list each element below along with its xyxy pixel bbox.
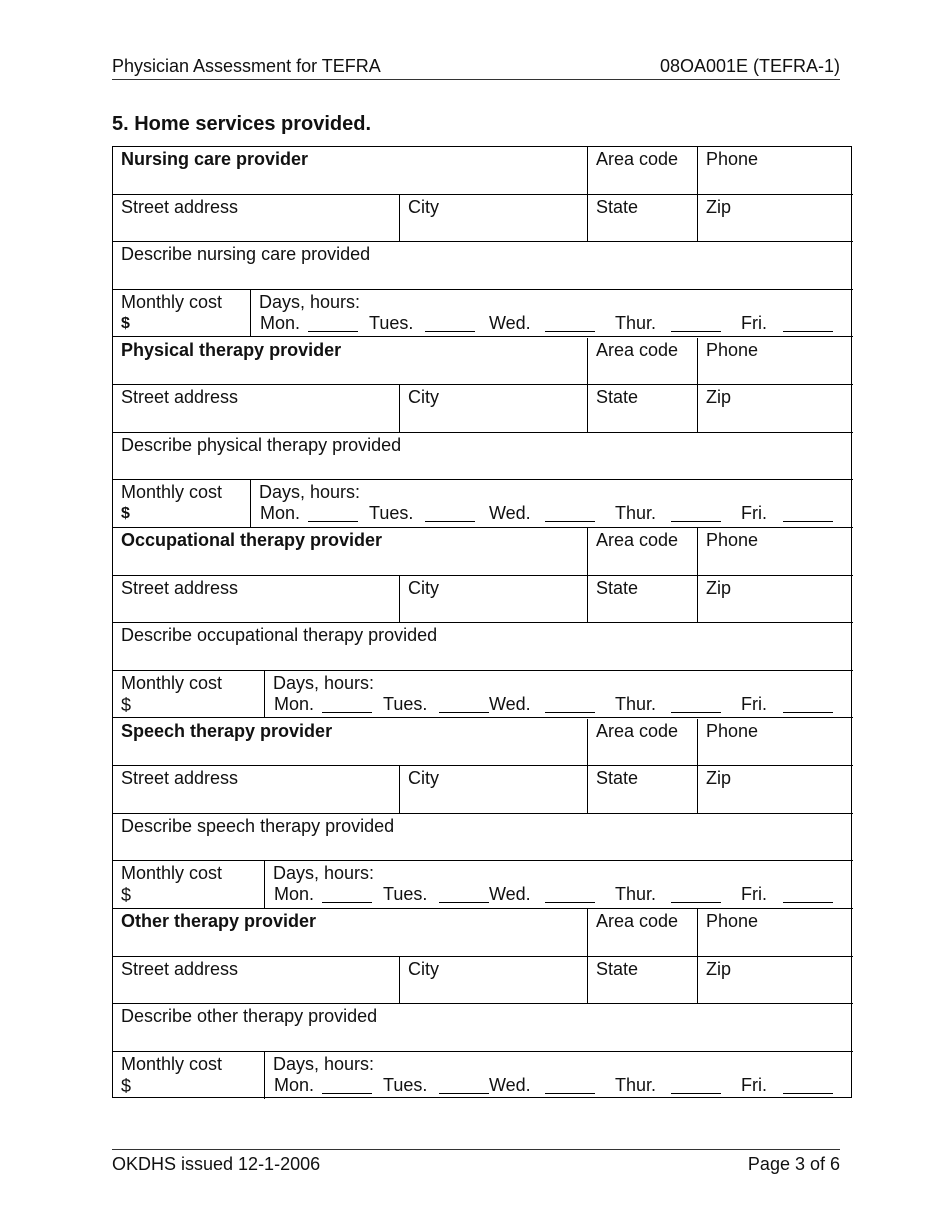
day-label-mon: Mon.: [274, 693, 315, 714]
day-hours-blank-tues[interactable]: [439, 698, 489, 713]
dollar-sign: $: [121, 1075, 132, 1096]
page-footer: [112, 1149, 840, 1176]
day-label-thur: Thur.: [615, 693, 657, 714]
state-field[interactable]: State: [588, 576, 698, 624]
area-code-field[interactable]: Area code: [588, 909, 698, 957]
street-address-field[interactable]: Street address: [113, 195, 400, 243]
monthly-cost-field[interactable]: [113, 1052, 265, 1100]
header-form-number: 08OA001E (TEFRA-1): [659, 56, 840, 76]
day-label-wed: Wed.: [489, 503, 531, 524]
provider-name-field[interactable]: Other therapy provider: [113, 909, 588, 957]
day-label-wed: Wed.: [489, 1074, 531, 1095]
phone-field[interactable]: Phone: [698, 528, 853, 576]
day-label-thur: Thur.: [615, 312, 657, 333]
day-hours-blank-wed[interactable]: [545, 888, 595, 903]
phone-field[interactable]: Phone: [698, 338, 853, 386]
provider-name-field[interactable]: Occupational therapy provider: [113, 528, 588, 576]
days-hours-label: Days, hours:: [273, 672, 375, 693]
day-label-fri: Fri.: [741, 312, 767, 333]
describe-field[interactable]: Describe speech therapy provided: [113, 814, 853, 862]
day-label-tues: Tues.: [383, 884, 428, 905]
days-hours-label: Days, hours:: [273, 863, 375, 884]
street-address-field[interactable]: Street address: [113, 766, 400, 814]
day-hours-blank-tues[interactable]: [425, 317, 475, 332]
city-field[interactable]: City: [400, 766, 588, 814]
day-hours-blank-wed[interactable]: [545, 1079, 595, 1094]
monthly-cost-label: Monthly cost: [121, 863, 223, 884]
day-label-tues: Tues.: [369, 503, 414, 524]
city-field[interactable]: City: [400, 576, 588, 624]
describe-field[interactable]: Describe physical therapy provided: [113, 433, 853, 481]
day-hours-blank-fri[interactable]: [783, 317, 833, 332]
day-label-fri: Fri.: [741, 693, 767, 714]
day-hours-blank-thur[interactable]: [671, 888, 721, 903]
day-label-thur: Thur.: [615, 1074, 657, 1095]
provider-name-field[interactable]: Physical therapy provider: [113, 338, 588, 386]
footer-page-number: Page 3 of 6: [747, 1154, 840, 1174]
day-label-tues: Tues.: [383, 1074, 428, 1095]
day-label-wed: Wed.: [489, 312, 531, 333]
monthly-cost-field[interactable]: [113, 290, 251, 338]
phone-field[interactable]: Phone: [698, 909, 853, 957]
day-hours-blank-mon[interactable]: [322, 888, 372, 903]
day-label-tues: Tues.: [383, 693, 428, 714]
day-label-fri: Fri.: [741, 503, 767, 524]
day-hours-blank-wed[interactable]: [545, 317, 595, 332]
day-hours-blank-thur[interactable]: [671, 1079, 721, 1094]
monthly-cost-field[interactable]: [113, 671, 265, 719]
days-hours-label: Days, hours:: [259, 291, 361, 312]
day-label-fri: Fri.: [741, 884, 767, 905]
day-hours-blank-thur[interactable]: [671, 507, 721, 522]
day-label-mon: Mon.: [260, 312, 301, 333]
area-code-field[interactable]: Area code: [588, 147, 698, 195]
day-label-tues: Tues.: [369, 312, 414, 333]
monthly-cost-label: Monthly cost: [121, 291, 223, 312]
area-code-field[interactable]: Area code: [588, 528, 698, 576]
day-hours-blank-mon[interactable]: [308, 317, 358, 332]
day-label-thur: Thur.: [615, 884, 657, 905]
state-field[interactable]: State: [588, 195, 698, 243]
state-field[interactable]: State: [588, 385, 698, 433]
monthly-cost-field[interactable]: [113, 480, 251, 528]
zip-field[interactable]: Zip: [698, 766, 853, 814]
day-hours-blank-thur[interactable]: [671, 317, 721, 332]
phone-field[interactable]: Phone: [698, 147, 853, 195]
day-label-wed: Wed.: [489, 693, 531, 714]
dollar-sign: $: [121, 314, 130, 332]
describe-field[interactable]: Describe nursing care provided: [113, 242, 853, 290]
area-code-field[interactable]: Area code: [588, 338, 698, 386]
day-label-mon: Mon.: [274, 1074, 315, 1095]
zip-field[interactable]: Zip: [698, 576, 853, 624]
area-code-field[interactable]: Area code: [588, 719, 698, 767]
phone-field[interactable]: Phone: [698, 719, 853, 767]
dollar-sign: $: [121, 885, 132, 906]
day-label-wed: Wed.: [489, 884, 531, 905]
monthly-cost-label: Monthly cost: [121, 482, 223, 503]
page-header: [112, 56, 840, 80]
day-hours-blank-fri[interactable]: [783, 1079, 833, 1094]
zip-field[interactable]: Zip: [698, 385, 853, 433]
day-label-mon: Mon.: [260, 503, 301, 524]
day-hours-blank-tues[interactable]: [439, 888, 489, 903]
dollar-sign: $: [121, 694, 132, 715]
street-address-field[interactable]: Street address: [113, 576, 400, 624]
street-address-field[interactable]: Street address: [113, 385, 400, 433]
dollar-sign: $: [121, 505, 130, 523]
header-form-title: Physician Assessment for TEFRA: [112, 56, 381, 76]
street-address-field[interactable]: Street address: [113, 957, 400, 1005]
zip-field[interactable]: Zip: [698, 957, 853, 1005]
monthly-cost-field[interactable]: [113, 861, 265, 909]
zip-field[interactable]: Zip: [698, 195, 853, 243]
days-hours-label: Days, hours:: [259, 482, 361, 503]
city-field[interactable]: City: [400, 195, 588, 243]
section-title: 5. Home services provided.: [112, 113, 372, 135]
day-hours-blank-tues[interactable]: [439, 1079, 489, 1094]
day-hours-blank-fri[interactable]: [783, 507, 833, 522]
monthly-cost-label: Monthly cost: [121, 1053, 223, 1074]
describe-field[interactable]: Describe occupational therapy provided: [113, 623, 853, 671]
day-hours-blank-mon[interactable]: [322, 1079, 372, 1094]
days-hours-label: Days, hours:: [273, 1053, 375, 1074]
day-hours-blank-wed[interactable]: [545, 698, 595, 713]
day-hours-blank-thur[interactable]: [671, 698, 721, 713]
describe-field[interactable]: Describe other therapy provided: [113, 1004, 853, 1052]
day-label-fri: Fri.: [741, 1074, 767, 1095]
monthly-cost-label: Monthly cost: [121, 672, 223, 693]
provider-name-field[interactable]: Nursing care provider: [113, 147, 588, 195]
state-field[interactable]: State: [588, 957, 698, 1005]
state-field[interactable]: State: [588, 766, 698, 814]
day-hours-blank-fri[interactable]: [783, 888, 833, 903]
day-hours-blank-mon[interactable]: [308, 507, 358, 522]
footer-issued: OKDHS issued 12-1-2006: [112, 1154, 321, 1174]
provider-name-field[interactable]: Speech therapy provider: [113, 719, 588, 767]
day-label-thur: Thur.: [615, 503, 657, 524]
day-label-mon: Mon.: [274, 884, 315, 905]
city-field[interactable]: City: [400, 957, 588, 1005]
day-hours-blank-tues[interactable]: [425, 507, 475, 522]
city-field[interactable]: City: [400, 385, 588, 433]
day-hours-blank-wed[interactable]: [545, 507, 595, 522]
day-hours-blank-mon[interactable]: [322, 698, 372, 713]
home-services-form: [112, 146, 852, 1098]
day-hours-blank-fri[interactable]: [783, 698, 833, 713]
